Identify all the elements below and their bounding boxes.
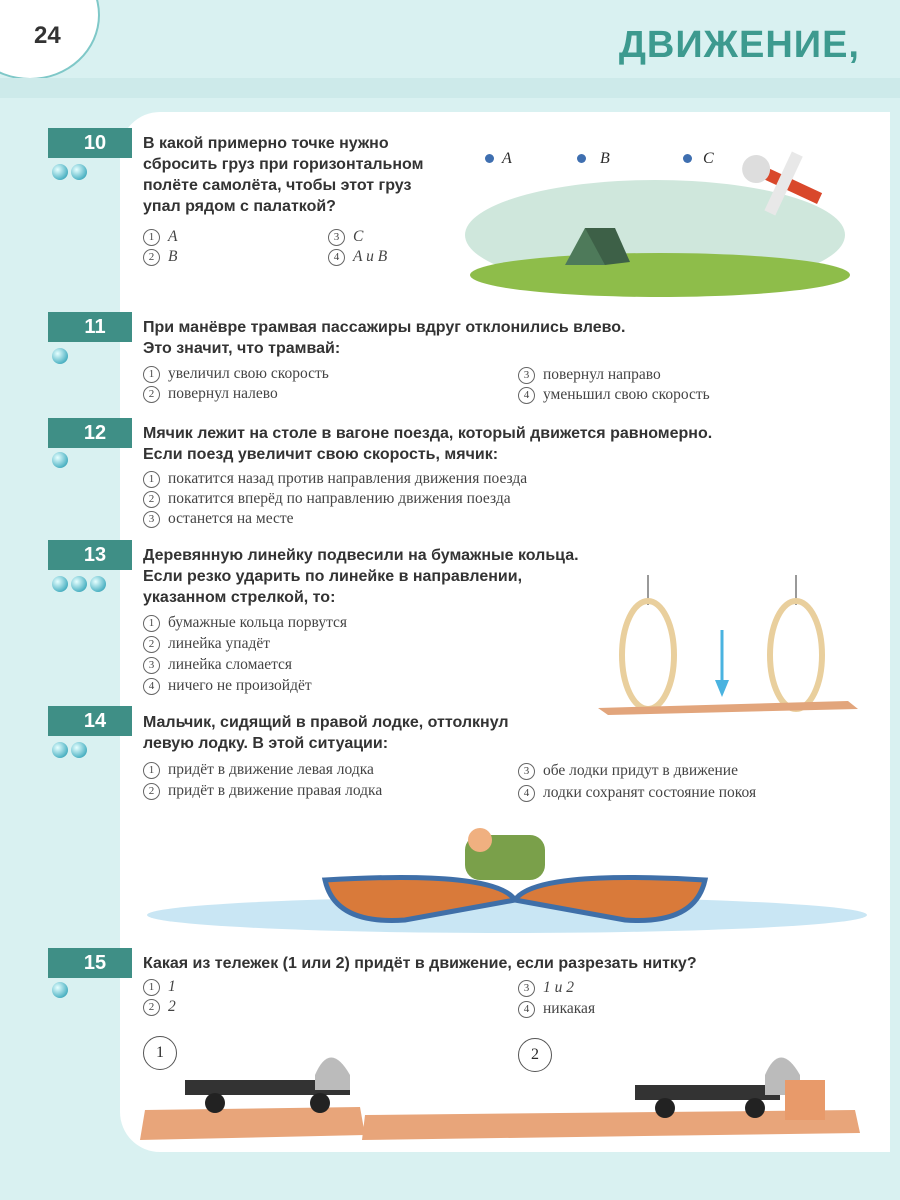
answer-option[interactable]: 4 уменьшил свою скорость [518, 385, 710, 405]
answer-option[interactable]: 3 останется на месте [143, 509, 294, 529]
question-number: 12 [48, 418, 132, 448]
answer-option[interactable]: 1 увеличил свою скорость [143, 364, 329, 384]
question-text: Деревянную линейку подвесили на бумажные кольца. Если резко ударить по линейке в направлении, указанном стрелкой, то: [143, 547, 579, 606]
point-marker [577, 154, 586, 163]
answer-option[interactable]: 1 A [143, 227, 177, 247]
question-number: 13 [48, 540, 132, 570]
boats-illustration [145, 825, 870, 940]
question-number: 11 [48, 312, 132, 342]
answer-option[interactable]: 2 придёт в движение правая лодка [143, 781, 382, 801]
question-number: 14 [48, 706, 132, 736]
carts-illustration [140, 1035, 860, 1145]
answer-option[interactable]: 2 повернул налево [143, 384, 278, 404]
answer-option[interactable]: 3 обе лодки придут в движение [518, 761, 738, 781]
cart-label: 1 [143, 1036, 177, 1070]
cart-label: 2 [518, 1038, 552, 1072]
answer-option[interactable]: 2 2 [143, 997, 176, 1017]
answer-option[interactable]: 3 линейка сломается [143, 655, 292, 675]
answer-option[interactable]: 1 покатится назад против направления движения поезда [143, 469, 527, 489]
answer-option[interactable]: 3 1 и 2 [518, 978, 574, 998]
difficulty-indicator [52, 742, 87, 758]
answer-option[interactable]: 3 C [328, 227, 363, 247]
point-marker [485, 154, 494, 163]
question-text: Какая из тележек (1 или 2) придёт в движение, если разрезать нитку? [143, 955, 697, 972]
difficulty-indicator [52, 452, 68, 468]
difficulty-indicator [52, 982, 68, 998]
answer-option[interactable]: 2 покатится вперёд по направлению движения поезда [143, 489, 511, 509]
page-title: ДВИЖЕНИЕ, [618, 24, 860, 66]
question-text: В какой примерно точке нужно сбросить груз при горизонтальном полёте самолёта, чтобы этот груз упал рядом с палаткой? [143, 135, 424, 215]
difficulty-indicator [52, 164, 87, 180]
answer-option[interactable]: 1 1 [143, 977, 176, 997]
answer-option[interactable]: 2 линейка упадёт [143, 634, 270, 654]
question-number: 15 [48, 948, 132, 978]
answer-option[interactable]: 1 придёт в движение левая лодка [143, 760, 374, 780]
question-text: Мячик лежит на столе в вагоне поезда, который движется равномерно. Если поезд увеличит свою скорость, мячик: [143, 425, 713, 463]
question-number: 10 [48, 128, 132, 158]
answer-option[interactable]: 4 никакая [518, 999, 595, 1019]
answer-option[interactable]: 2 B [143, 247, 177, 267]
difficulty-indicator [52, 348, 68, 364]
rings-ruler-illustration [598, 575, 858, 715]
answer-option[interactable]: 4 лодки сохранят состояние покоя [518, 783, 756, 803]
page-number: 24 [34, 22, 61, 49]
answer-option[interactable]: 1 бумажные кольца порвутся [143, 613, 347, 633]
question-text: При манёвре трамвая пассажиры вдруг отклонились влево. Это значит, что трамвай: [143, 319, 626, 357]
answer-option[interactable]: 3 повернул направо [518, 365, 661, 385]
answer-option[interactable]: 4 A и B [328, 247, 387, 267]
answer-option[interactable]: 4 ничего не произойдёт [143, 676, 312, 696]
difficulty-indicator [52, 576, 106, 592]
point-marker [683, 154, 692, 163]
airplane-tent-illustration: A B C [465, 140, 860, 300]
header-band [0, 78, 900, 98]
question-text: Мальчик, сидящий в правой лодке, оттолкнул левую лодку. В этой ситуации: [143, 714, 509, 752]
